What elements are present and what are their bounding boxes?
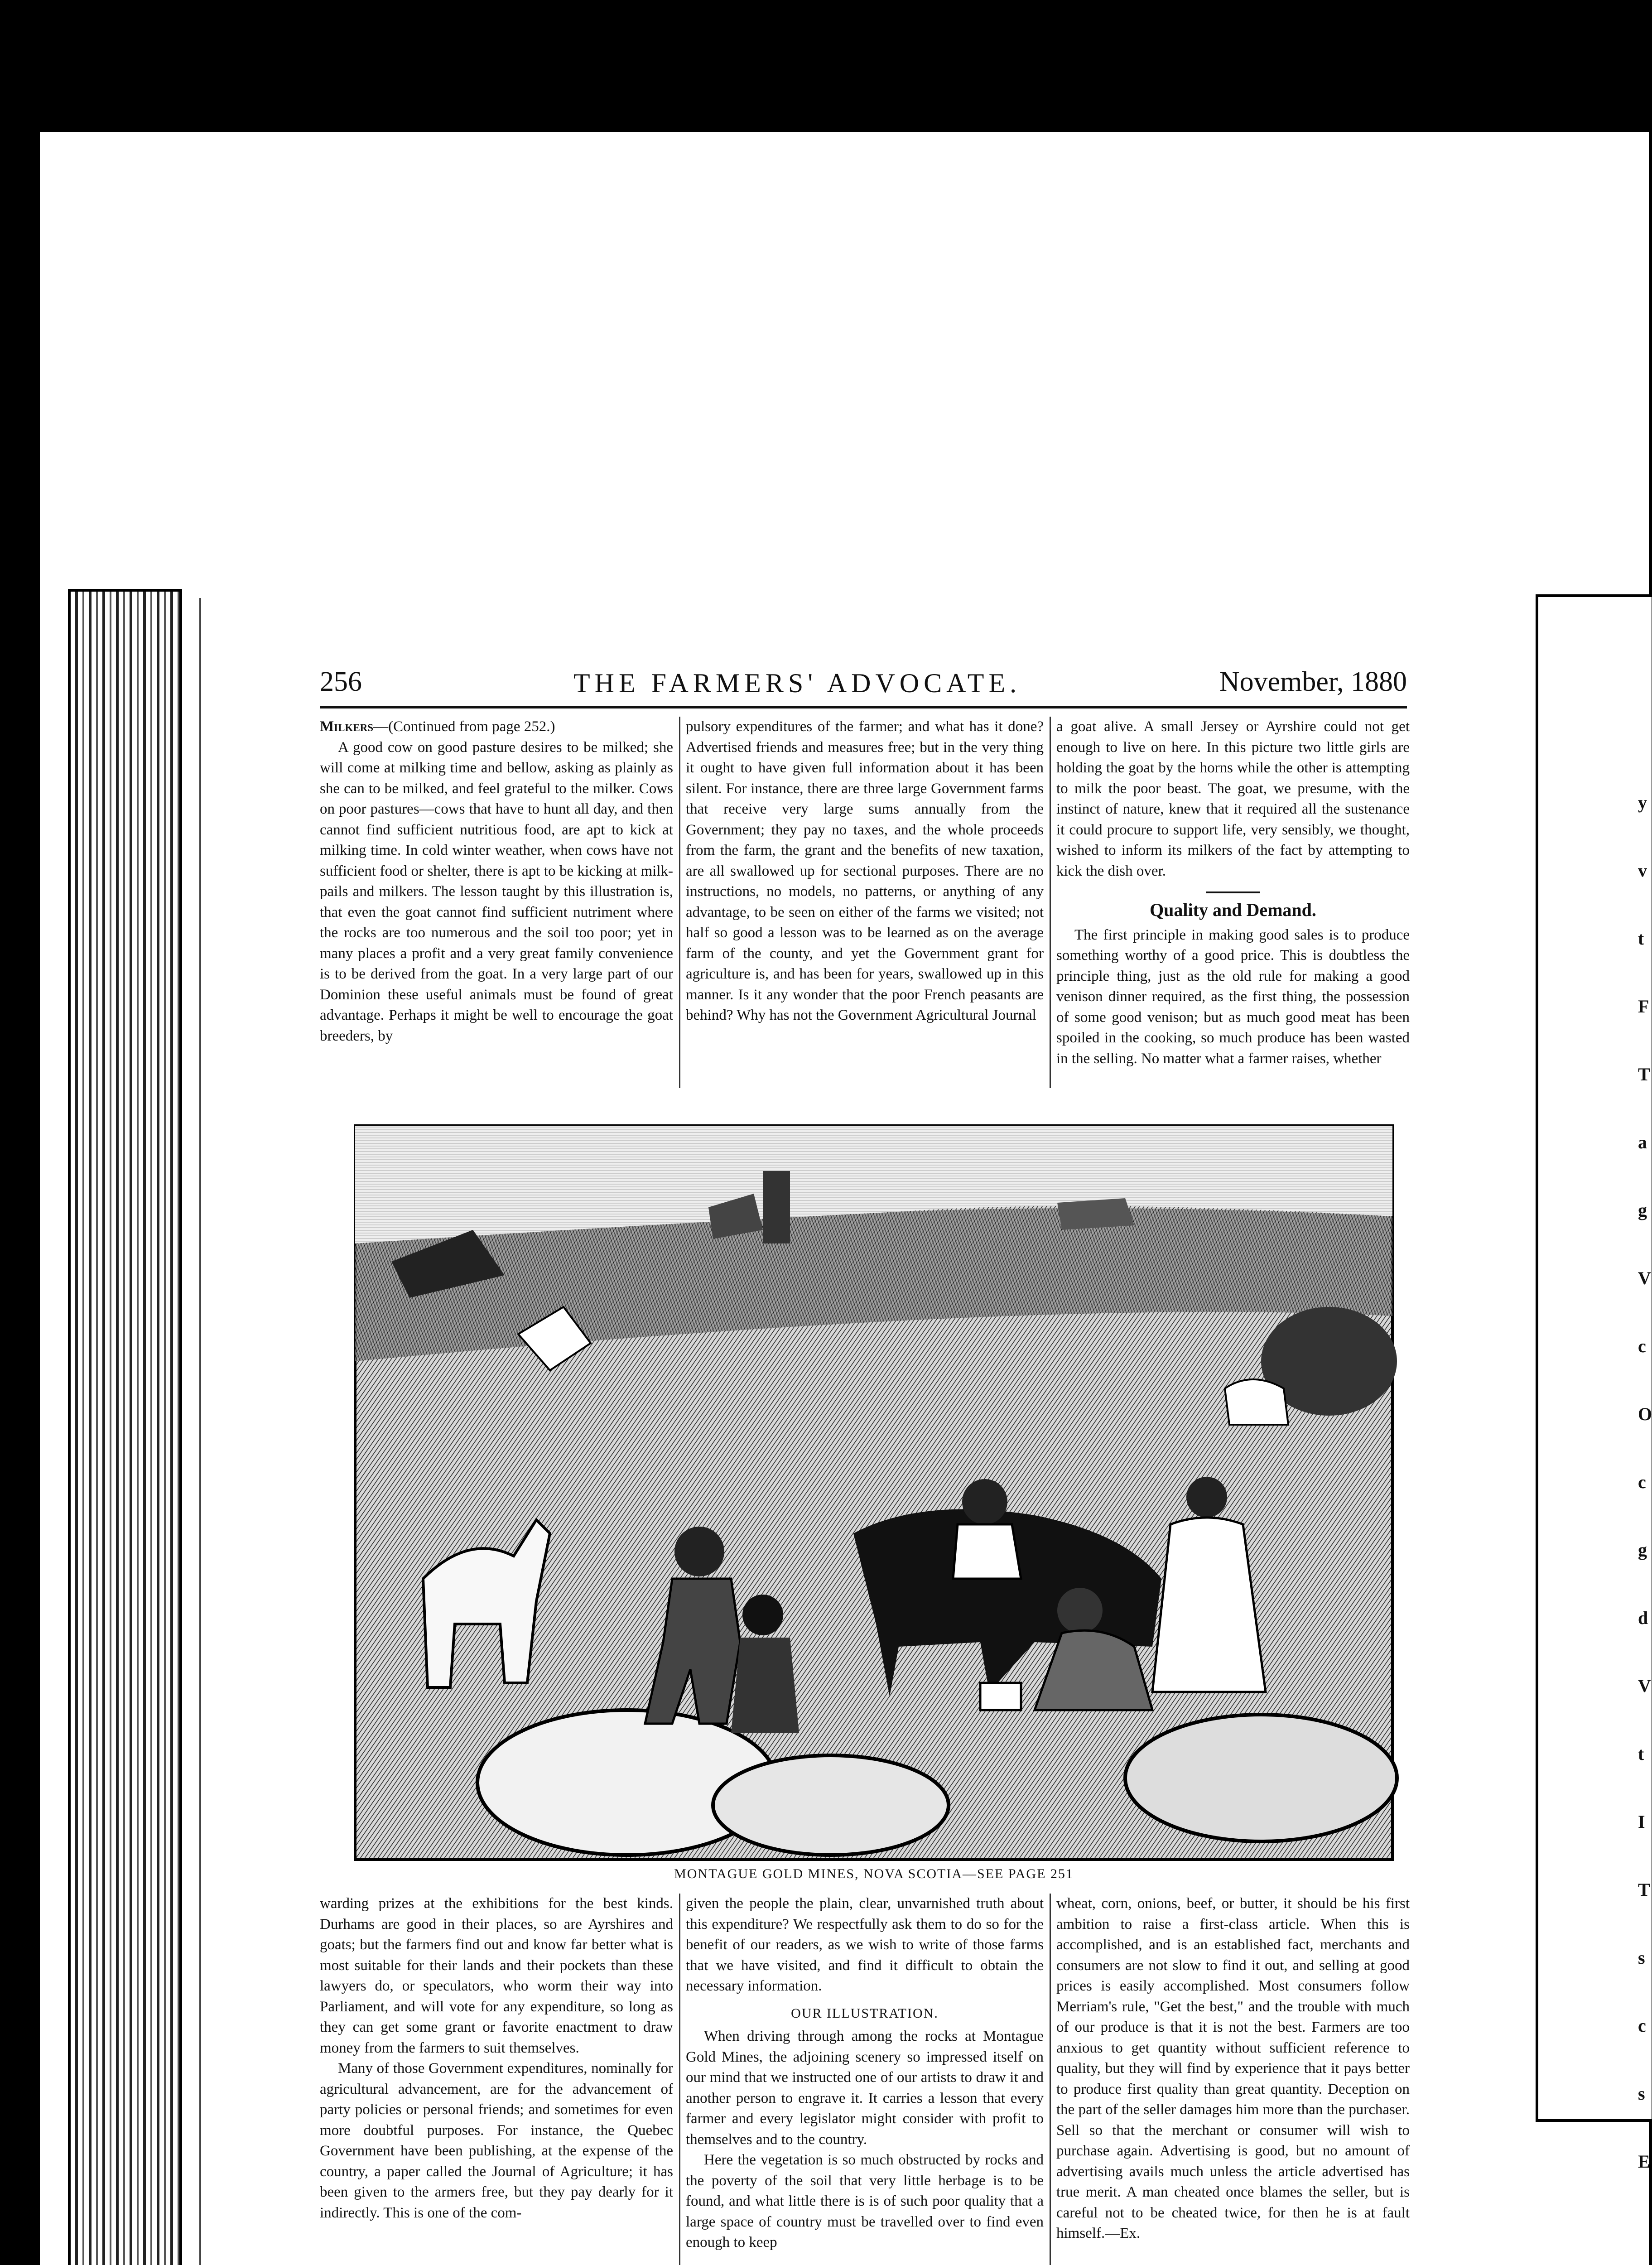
issue-date: November, 1880 [1219, 666, 1407, 697]
header-rule [320, 706, 1407, 708]
engraving-image [355, 1126, 1392, 1860]
continued-note: —(Continued from page 252.) [373, 718, 555, 735]
page-number: 256 [320, 666, 362, 697]
column-1-bottom [320, 1894, 673, 2223]
column-divider [1050, 1894, 1051, 2265]
adjacent-page-letter: O [1638, 1404, 1652, 1424]
engraving-illustration [355, 1126, 1392, 1860]
adjacent-page-letter: s [1638, 2083, 1645, 2104]
adjacent-page-letter: c [1638, 1336, 1646, 1356]
adjacent-page-letter: d [1638, 1608, 1648, 1628]
adjacent-page-letter: t [1638, 1744, 1644, 1764]
adjacent-page-letter: V [1638, 1268, 1651, 1288]
column-divider [679, 1894, 680, 2265]
quality-paragraph: The first principle in making good sales is to produce something worthy of a good price. This is doubtless the principle thing, just as the old rule for making a good venison dinner required, as the first thing, the possession of some good venison; but as much good meat has been spoiled in the cooking, so much produce has been wasted in the selling. No matter what a farmer raises, whether [1056, 926, 1410, 1067]
section-heading: OUR ILLUSTRATION. [791, 2005, 939, 2021]
continuation-line [320, 717, 673, 737]
adjacent-page-letter: v [1638, 860, 1647, 881]
goat-paragraph: a goat alive. A small Jersey or Ayrshire could not get enough to live on here. In this picture two little girls are holding the goat by the horns while the other is attempting to milk the poor beast. The goat, we presume, with the instinct of nature, knew that it required all the sustenance it could procure to support life, very sensibly, we thought, wished to inform its milkers of the fact by attempting to kick the dish over. [1056, 718, 1410, 879]
section-rule [1206, 892, 1260, 893]
milkers-paragraph: A good cow on good pasture desires to be milked; she will come at milking time and bellow, asking as plainly as she can to be milked, and feel grateful to the milker. Cows on poor pastures—cows that have to hunt all day, and then cannot find sufficient nutritious food, are apt to kick at milking time. In cold winter weather, when cows have not sufficient food or shelter, there is apt to be kicking at milk-pails and milkers. The lesson taught by this illustration is, that even the goat cannot find sufficient nutriment where the rocks are too numerous and the soil too poor; yet in many places a profit and a very great family convenience is to be derived from the goat. In a very large part of our Dominion these useful animals must be found of great advantage. Perhaps it might be well to encourage the goat breeders, by [320, 739, 673, 1044]
adjacent-page-letter: T [1638, 1879, 1650, 1900]
adjacent-page-letter: E [1638, 2151, 1650, 2172]
adjacent-page-letter: g [1638, 1200, 1647, 1220]
column-3-top [1056, 717, 1410, 1069]
adjacent-page-letter: g [1638, 1540, 1647, 1560]
figure-caption: MONTAGUE GOLD MINES, NOVA SCOTIA—SEE PAGE 251 [674, 1866, 1074, 1881]
adjacent-page-letter: I [1638, 1812, 1645, 1832]
adjacent-page-letter: t [1638, 928, 1644, 949]
adjacent-page-letter: a [1638, 1132, 1647, 1152]
column-divider [1050, 717, 1051, 1088]
quality-paragraph-cont: wheat, corn, onions, beef, or butter, it should be his first ambition to raise a first-class article. When this is accomplished, and is an established fact, merchants and consumers are not slow to find it out, and selling at good prices is easily accomplished. Most consumers follow Merriam's rule, "Get the best," and the trouble with much of our produce is that it is not the best. Farmers are too anxious to get quantity without sufficient reference to quality, but they will find by experience that it pays better to produce first quality than great quantity. Deception on the part of the seller damages him more than the purchaser. Sell so that the merchant or consumer will wish to purchase again. Advertising is good, but no amount of advertising avails much unless the article advertised has true merit. A man cheated once blames the seller, but is careful not to be cheated twice, for then he is at fault himself.—Ex. [1056, 1895, 1410, 2241]
adjacent-page-letter: F [1638, 996, 1649, 1017]
column-divider [679, 717, 680, 1088]
journal-title: THE FARMERS' ADVOCATE. [573, 668, 1021, 698]
adjacent-page-letter: y [1638, 792, 1647, 813]
adjacent-page-letter: c [1638, 2015, 1646, 2036]
book-spine [68, 589, 182, 2265]
illustration-paragraph: When driving through among the rocks at Montague Gold Mines, the adjoining scenery so impressed itself on our mind that we instructed one of our artists to draw it and another person to engrave it. It carries a lesson that every farmer and every legislator might consider with profit to themselves and to the country. [686, 2028, 1044, 2148]
adjacent-page [1536, 594, 1652, 2172]
article-lead: Milkers [320, 718, 374, 735]
column-1-top [320, 717, 673, 1046]
newspaper-page [199, 598, 1497, 2265]
adjacent-page-letter: s [1638, 1947, 1645, 1968]
column-3-bottom [1056, 1894, 1410, 2244]
illustration-paragraph: Here the vegetation is so much obstructed by rocks and the poverty of the soil that very little herbage is to be found, and what little there is is of such poor quality that a large space of country must be travelled over to find even enough to keep [686, 2152, 1044, 2251]
milkers-continued-paragraph: pulsory expenditures of the farmer; and what has it done? Advertised friends and measures free; but in the very thing it ought to have given full information about it has been silent. For instance, there are three large Government farms that receive very large sums annually from the Government; they pay no taxes, and the whole proceeds from the farm, the grant and the benefits of new taxation, are all swallowed up for sectional purposes. There are no instructions, no models, no patterns, or anything of any advantage, to be seen on either of the farms we visited; not half so good a lesson was to be learned as on the average farm of the county, and yet the Government grant for agriculture is, and has been for years, swallowed up in this manner. Is it any wonder that the poor French peasants are behind? Why has not the Government Agricultural Journal [686, 718, 1044, 1023]
section-heading: Quality and Demand. [1150, 900, 1316, 920]
column-2-top [686, 717, 1044, 1026]
column-2-bottom [686, 1894, 1044, 2253]
milkers-paragraph-cont: given the people the plain, clear, unvarnished truth about this expenditure? We respectfully ask them to do so for the benefit of our readers, as we wish to write of those farms that we have visited, and find it difficult to obtain the necessary information. [686, 1895, 1044, 1994]
milkers-paragraph: Many of those Government expenditures, nominally for agricultural advancement, are for the advancement of party policies or personal friends; and sometimes for even more doubtful purposes. For instance, the Quebec Government have been publishing, at the expense of the country, a paper called the Journal of Agriculture; it has been given to the armers free, but they pay dearly for it indirectly. This is one of the com- [320, 2060, 673, 2221]
milkers-paragraph-cont: warding prizes at the exhibitions for the best kinds. Durhams are good in their places, so are Ayrshires and goats; but the farmers find out and know far better what is most suitable for their lands and their pockets than these lawyers do, or speculators, who worm their way into Parliament, and will vote for any expenditure, so long as they can get some grant or favorite enactment to draw money from the farmers to suit themselves. [320, 1895, 673, 2056]
page-header [320, 666, 1407, 707]
adjacent-page-letter: V [1638, 1676, 1651, 1696]
adjacent-page-letter: c [1638, 1472, 1646, 1492]
adjacent-page-letter: T [1638, 1064, 1650, 1084]
